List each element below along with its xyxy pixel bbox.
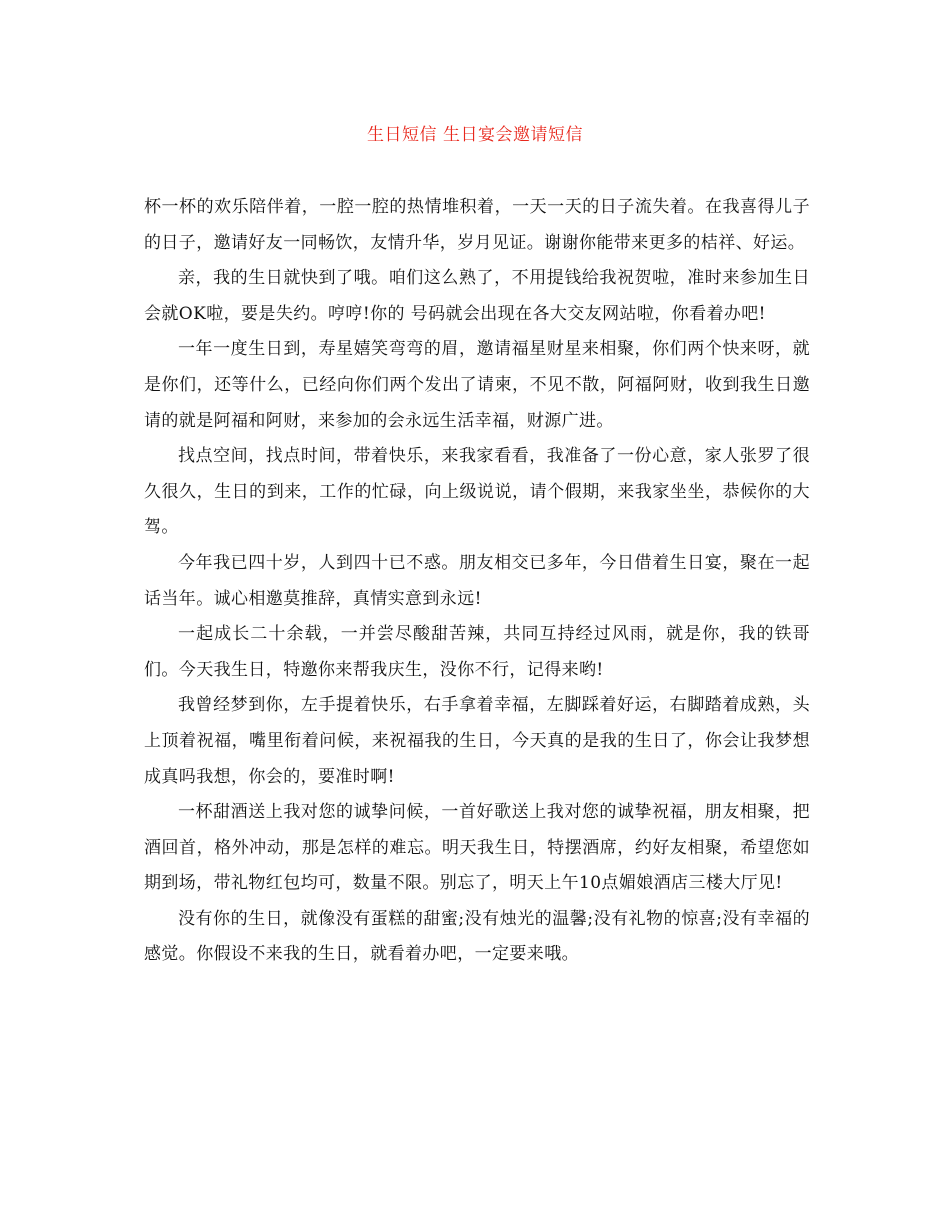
page-title: 生日短信 生日宴会邀请短信 [367,125,583,145]
paragraph-4: 找点空间，找点时间，带着快乐，来我家看看，我准备了一份心意，家人张罗了很久很久，生日的到来，工作的忙碌，向上级说说，请个假期，来我家坐坐，恭候你的大驾。 [144,446,810,538]
paragraph-9: 没有你的生日，就像没有蛋糕的甜蜜;没有烛光的温馨;没有礼物的惊喜;没有幸福的感觉。你假设不来我的生日，就看着办吧，一定要来哦。 [144,908,810,965]
paragraph-6: 一起成长二十余载，一并尝尽酸甜苦辣，共同互持经过风雨，就是你，我的铁哥们。今天我生日，特邀你来帮我庆生，没你不行，记得来哟! [144,624,810,680]
paragraph-8: 一杯甜酒送上我对您的诚挚问候，一首好歌送上我对您的诚挚祝福，朋友相聚，把酒回首，格外冲动，那是怎样的难忘。明天我生日，特摆酒席，约好友相聚，希望您如期到场，带礼物红包均可，数量不限。别忘了，明天上午10点媚娘酒店三楼大厅见! [144,802,810,894]
paragraph-5: 今年我已四十岁，人到四十已不惑。朋友相交已多年，今日借着生日宴，聚在一起话当年。诚心相邀莫推辞，真情实意到永远! [144,552,810,609]
document-body [144,190,810,973]
paragraph-1: 杯一杯的欢乐陪伴着，一腔一腔的热情堆积着，一天一天的日子流失着。在我喜得儿子的日子，邀请好友一同畅饮，友情升华，岁月见证。谢谢你能带来更多的桔祥、好运。 [144,197,810,253]
paragraph-3: 一年一度生日到，寿星嬉笑弯弯的眉，邀请福星财星来相聚，你们两个快来呀，就是你们，还等什么，已经向你们两个发出了请柬，不见不散，阿福阿财，收到我生日邀请的就是阿福和阿财，来参加的会永远生活幸福，财源广进。 [144,339,810,431]
paragraph-2: 亲，我的生日就快到了哦。咱们这么熟了，不用提钱给我祝贺啦，准时来参加生日会就OK啦，要是失约。哼哼!你的 号码就会出现在各大交友网站啦，你看着办吧! [144,268,810,324]
paragraph-7: 我曾经梦到你，左手提着快乐，右手拿着幸福，左脚踩着好运，右脚踏着成熟，头上顶着祝福，嘴里衔着问候，来祝福我的生日，今天真的是我的生日了，你会让我梦想成真吗我想，你会的，要准时啊! [144,695,810,787]
